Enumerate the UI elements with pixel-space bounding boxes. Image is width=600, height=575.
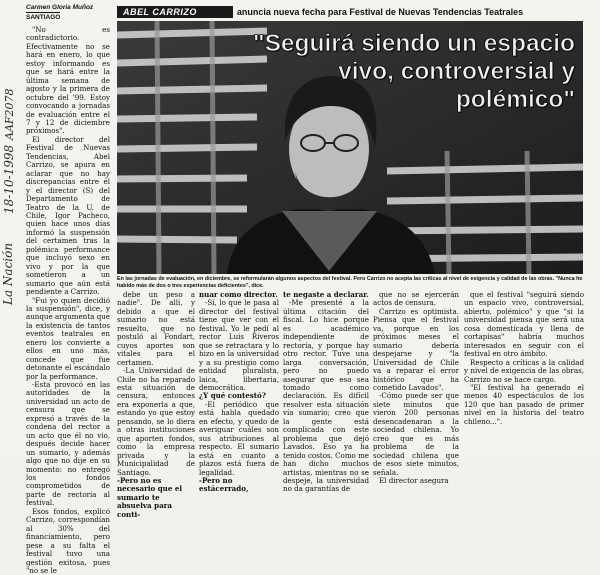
margin-note-source: La Nación <box>1 242 15 305</box>
article-column-6 <box>464 291 584 426</box>
paragraph: -Pero no estácerrado, <box>199 475 249 494</box>
paragraph: -Esta provocó en las autoridades de la universidad un acto de censura que se expresó a través de la condena del rector a un acto que él no vio, después decide hacer un sumario, y además algo que no dije en su momento: no entregó los fondos comprometidos de parte de rectoría al festival. <box>26 380 110 508</box>
paragraph: nuar como director. <box>199 290 278 299</box>
article-column-3 <box>199 291 279 494</box>
dateline-location: SANTIAGO <box>26 14 61 21</box>
paragraph: Respecto a críticas a la calidad y nivel de exigencia de las obras, Carrizo no se hace cargo. <box>464 357 584 384</box>
paragraph: "No es contradictorio. Efectivamente no se hará en enero, lo que estoy informando es que se hará entre la última semana de agosto y la primera de octubre del '99. Estoy convocando a jornadas de evaluación entre el 7 y 12 de diciembre próximos". <box>26 25 110 136</box>
subheading: ¿Y qué contestó? <box>199 391 266 401</box>
kicker-name: ABEL CARRIZO <box>117 6 233 18</box>
headline-kicker <box>117 5 523 18</box>
article-column-5 <box>373 291 459 485</box>
article-column-4 <box>283 291 369 494</box>
article-photo <box>117 21 583 274</box>
paragraph: -Cómo puede ser que siete minutos que vieron 200 personas desencadenaran a la sociedad chilena. Yo creo que es más problema de la sociedad chilena que de esos siete minutos, señala. <box>373 391 459 477</box>
paragraph: -Pero no es necesario que el sumario te absuelva para conti- <box>117 475 183 519</box>
article-column-2 <box>117 291 195 519</box>
paragraph: Esos fondos, explicó Carrizo, correspondían al 30% del financiamiento, pero pese a su falta el festival tuvo una gestión exitosa, pues "no se le <box>26 506 110 575</box>
paragraph: -Sí, lo que le pasa al director del festival tiene que ver con el festival. Yo le pedí al rector Luis Riveros que se retractara y lo hizo en la universidad y a su prestigio como entidad pluralista, laica, libertaria, democrática. <box>199 298 279 392</box>
photo-caption: En las jornadas de evaluación, en diciembre, se reformularán algunos aspectos del festival. Pero Carrizo no acepta las críticas al nivel de exigencia y calidad de las obras. "Nunca he habido más de dos o tres experiencias deficientes", dice. <box>117 276 583 289</box>
pull-quote: "Seguirá siendo un espacio vivo, controversial y polémico" <box>252 30 575 113</box>
paragraph: debe un peso a nadie". De allí, y debido a que el sumario no está resuelto, que no postuló al Fondart, cuyos aportes son vitales para el certamen. <box>117 290 195 367</box>
byline <box>26 4 93 22</box>
paragraph: que el festival "seguirá siendo un espacio vivo, controversial, abierto, polémico" y que "si la universidad piensa que será una cosa domesticada y llena de cortapisas" habría muchos interesados en seguir con el festival en otro ámbito. <box>464 290 584 359</box>
margin-note-date: 18-10-1998 <box>2 144 16 214</box>
author-name: Carmen Gloria Muñoz <box>26 4 94 11</box>
kicker-lead: anuncia nueva fecha para Festival de Nuevas Tendencias Teatrales <box>236 6 524 17</box>
margin-note-code: AAF2078 <box>3 88 16 140</box>
paragraph: -La Universidad de Chile no ha reparado esta situación de censura, entonces era exponerla a que, estando yo que estoy pensando, se lo diera a otras instituciones que aporten fondos, como la empresa privada y la Municipalidad de Santiago. <box>117 366 195 477</box>
paragraph: -El periódico que está habla quedado en efecto, y quedo de averiguar cuáles son sus atribuciones al respecto. El sumario está en cuanto a plazos está fuera de legalidad. <box>199 399 279 477</box>
article-column-1 <box>26 26 110 575</box>
paragraph: "El festival ha generado el menos 40 espectáculos de los 120 que han pasado de primer nivel en la historia del teatro chileno...". <box>464 382 584 426</box>
paragraph: -Me presenté a la última citación del fiscal. Lo hice porque es académico independiente de rectoría, y porque hay otro rector. Tuve una larga conversación, pero no puedo asegurar que eso sea tomado como declaración. Es difícil resolver esta situación vía sumario; creo que la gente está complicada con este problema que dejó Lavados. Eso ya ha tenido costos. Como me han dicho muchos artistas, mientras no se despeje, la universidad no da garantías de <box>283 298 369 494</box>
paragraph: "Fui yo quien decidió la suspensión", dice, y aunque argumenta que la existencia de tantos eventos teatrales en enero los convierte a ellos en uno más, concede que fue detonante el escándalo por la performance. <box>26 295 110 381</box>
paragraph: Carrizo es optimista. Piensa que el festival va, porque en los próximos meses el sumario debería despejarse y "la Universidad de Chile va a reparar el error histórico que ha cometido Lavados". <box>373 306 459 392</box>
paragraph: que no se ejercerán actos de censura. <box>373 290 459 308</box>
paragraph: El director del Festival de Nuevas Tendencias, Abel Carrizo, se apura en aclarar que no hay discrepancias entre él y el director (S) del Departamento de Teatro de la U. de Chile, Igor Pacheco, quien hace unos días informó la suspensión del certamen tras la polémica performance que incluyó sexo en vivo y por la que sometieron a un sumario que aún está pendiente a Carrizo. <box>26 134 110 297</box>
paragraph: El director asegura <box>379 475 449 485</box>
paragraph: te negaste a declarar. <box>283 290 369 299</box>
